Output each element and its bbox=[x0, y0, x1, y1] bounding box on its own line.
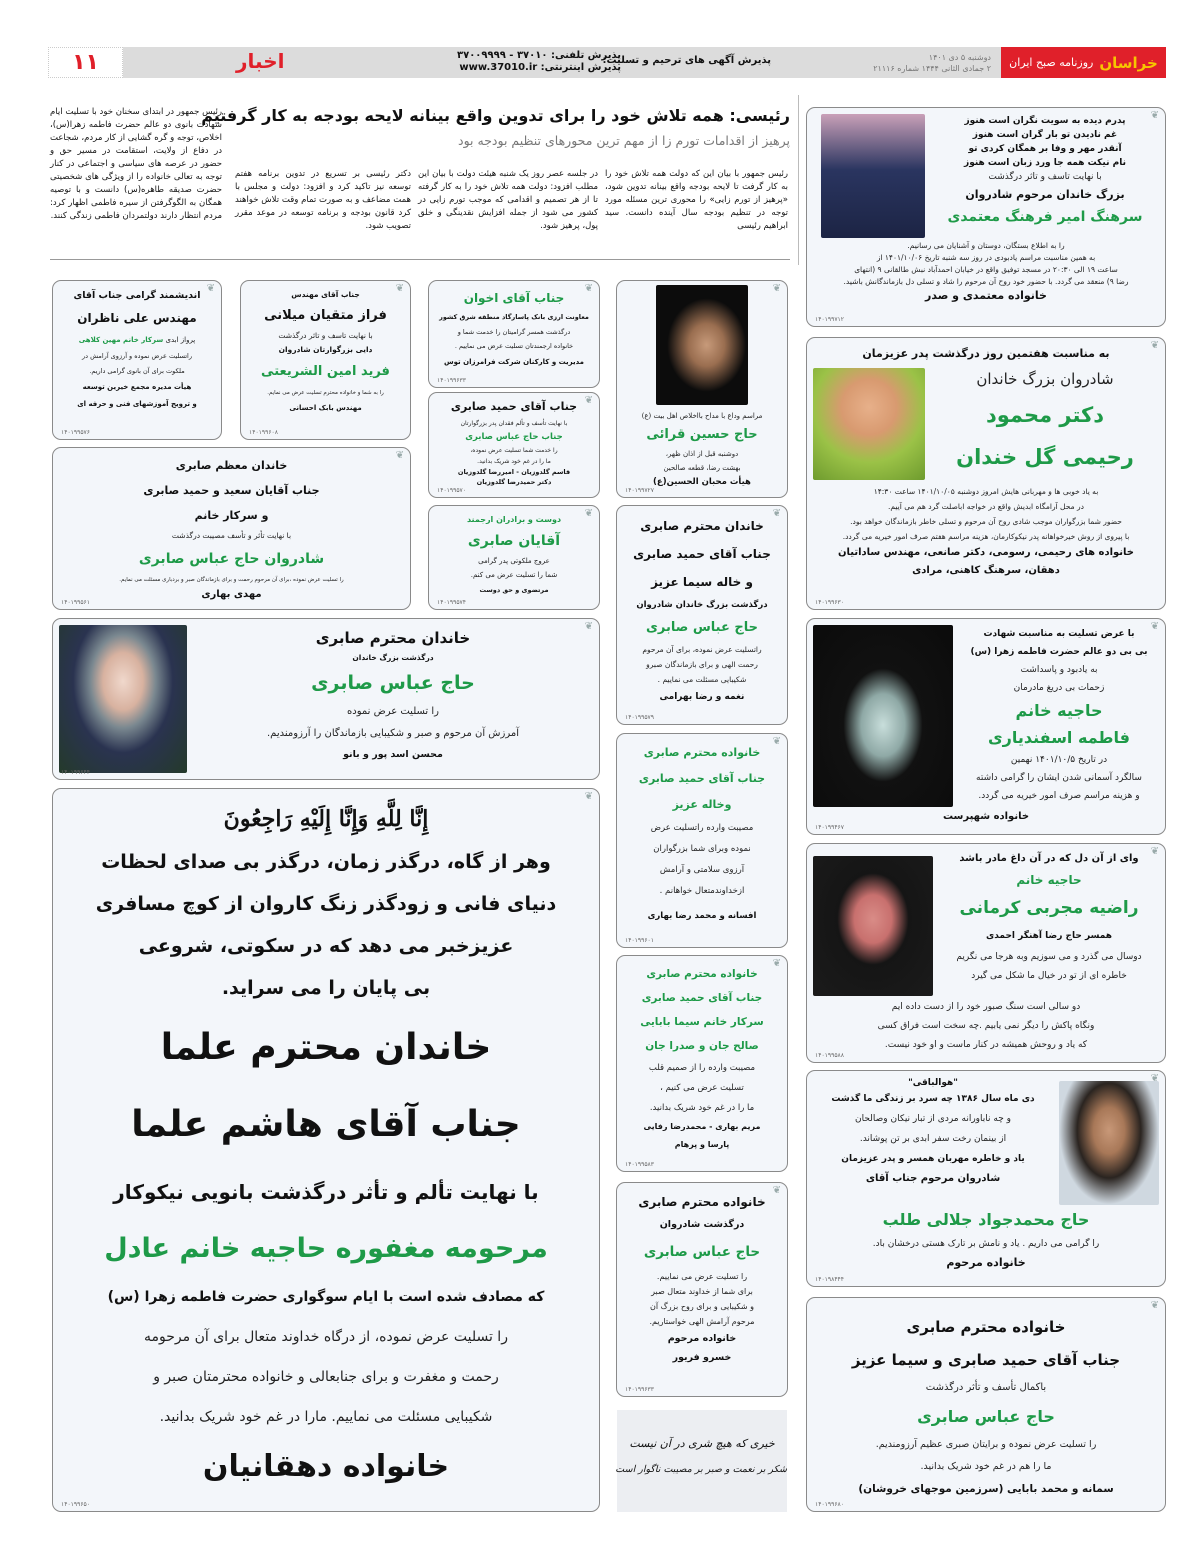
ad-line: ما را در غم خود شریک بدانید. bbox=[649, 1103, 755, 1113]
ad-signature: خانواده مرحوم bbox=[667, 1333, 737, 1344]
article-col-3: دکتر رئیسی بر تسریع در تدوین برنامه هفتم توسعه نیز تاکید کرد و افزود: دولت و مجلس با همت مضاعف و به صورت تمام وقت تلاش خواهند کرد قانون بودجه و برنامه توسعه در موعد مقرر تصویب شود. bbox=[235, 169, 411, 231]
ad-code: ۱۴۰۱۹۹۶۳۳ bbox=[625, 1386, 655, 1393]
ad-line: بهشت رضا، قطعه صالحین bbox=[663, 464, 741, 472]
ad-line: وای از آن دل که در آن داغ مادر باشد bbox=[959, 853, 1139, 864]
ad-line: با نهایت تأثر و تأسف مصیبت درگذشت bbox=[171, 531, 292, 540]
deceased-name: دکتر محمود bbox=[985, 403, 1105, 427]
ad-signature: پارسا و پرهام bbox=[674, 1140, 730, 1149]
ornament-icon: ❦ bbox=[1150, 1073, 1159, 1084]
ad-farivar bbox=[616, 1182, 788, 1397]
ad-line: و خاله سیما عزیز bbox=[651, 575, 753, 589]
ad-line: مراسم وداع با مداح بااخلاص اهل بیت (ع) bbox=[641, 412, 763, 420]
ad-signature: نغمه و رضا بهرامی bbox=[659, 692, 745, 702]
ad-line: در محل آرامگاه ابدیش واقع در خواجه اباصلت گرد هم می آییم. bbox=[888, 502, 1084, 511]
ad-line: بی پایان را می سراید. bbox=[221, 977, 431, 999]
ad-code: ۱۴۰۱۹۸۴۴۴ bbox=[815, 1276, 845, 1283]
deceased-name: شادروان حاج عباس صابری bbox=[138, 551, 325, 567]
ad-code: ۱۴۰۱۹۹۵۷۰ bbox=[437, 487, 467, 494]
ornament-icon: ❦ bbox=[206, 283, 215, 294]
ad-line: مرحوم آرامش الهی خواستاریم. bbox=[649, 1317, 755, 1326]
ad-line: به یاد خوبی ها و مهربانی هایش امروز دوشنبه ۱۴۰۱/۱۰/۰۵ ساعت ۱۴:۳۰ bbox=[873, 487, 1099, 496]
ad-signature: خانواده شهپرست bbox=[942, 811, 1030, 822]
article-col-4: رئیس جمهور در ابتدای سخنان خود با تسلیت ایام شهادت بانوی دو عالم حضرت فاطمه زهرا(س)، اخلاص، توجه و گره گشایی از کار مردم، شجاعت در دفاع از ولایت، استقامت در مسیر حق و حضور در عرصه های سیاسی و اجتماعی در کنار توجه به تعالی خانواده را از ویژگی های شخصیتی حضرت صدیقه طاهره(س) دانست و با توصیه همگان به الگوگرفتن از سیره فاطمی اظهار کرد: مردم انتظار دارند دولتمردان فاطمی زندگی کنند. bbox=[50, 107, 222, 221]
ad-line: صالح جان و صدرا جان bbox=[645, 1040, 759, 1052]
ad-line: با نهایت تاسف و تاثر درگذشت bbox=[278, 331, 373, 340]
ad-line: خاندان محترم صابری bbox=[315, 629, 471, 647]
brand-name: خراسان bbox=[1099, 53, 1158, 72]
deceased-name: حاجیه خانم bbox=[1015, 701, 1103, 720]
website: پذیرش اینترنتی: www.37010.ir bbox=[459, 62, 621, 73]
ad-signature: و ترویج آموزشهای فنی و حرفه ای bbox=[77, 400, 197, 408]
ad-line: آقایان صابری bbox=[467, 533, 561, 549]
ad-line: که یاد و روحش همیشه در کنار ماست و او خود نیست. bbox=[884, 1040, 1088, 1050]
headline: رئیسی: همه تلاش خود را برای تدوین واقع بینانه لایحه بودجه به کار گرفتیم bbox=[201, 106, 790, 125]
ad-line: خانواده محترم صابری bbox=[906, 1318, 1066, 1336]
ad-line: را تسلیت عرض می نماییم. bbox=[656, 1272, 748, 1281]
ad-line: به همین مناسبت مراسم یادبودی در روز سه شنبه تاریخ ۱۴۰۱/۱۰/۰۶ از bbox=[876, 253, 1096, 262]
ad-line: آنقدر مهر و وفا بر همگان کردی تو bbox=[968, 144, 1122, 154]
ad-line: مهندس علی ناظران bbox=[77, 311, 197, 325]
ad-line: ملکوت برای آن بانوی گرامی داریم. bbox=[89, 367, 185, 375]
ad-signature: مدیریت و کارکنان شرکت فرامرزان توس bbox=[443, 358, 585, 366]
ad-signature: مرتضوی و حق دوست bbox=[479, 586, 549, 594]
ad-line: ما را در غم خود شریک بدانید. bbox=[477, 458, 551, 465]
ad-code: ۱۴۰۱۹۹۵۸۸ bbox=[815, 1052, 845, 1059]
ornament-icon: ❦ bbox=[772, 283, 781, 294]
ad-mahdi bbox=[52, 447, 411, 610]
ad-line: را گرامی می داریم . یاد و نامش بر تارک هستی درخشان باد. bbox=[872, 1239, 1100, 1249]
ad-line: شما را تسلیت عرض می کنم. bbox=[470, 571, 558, 579]
deceased-name: فاطمه اسفندیاری bbox=[988, 728, 1130, 747]
ad-line: جناب آقای مهندس bbox=[291, 290, 360, 299]
deceased-name: حاج عباس صابری bbox=[311, 672, 475, 694]
ad-line: را به اطلاع بستگان، دوستان و آشنایان می رسانیم. bbox=[907, 241, 1065, 250]
ad-line: درگذشت همسر گرامیتان را خدمت شما و bbox=[457, 328, 571, 336]
subheadline: پرهیز از اقدامات تورم زا از مهم ترین محورهای تنظیم بودجه بود bbox=[458, 133, 790, 148]
portrait-photo bbox=[59, 625, 187, 773]
ad-nazeran bbox=[52, 280, 222, 440]
ad-line: راتسلیت عرض نموده، برای آن مرحوم bbox=[642, 645, 762, 654]
ad-code: ۱۴۰۱۹۹۶۴۴ bbox=[61, 769, 91, 776]
ornament-icon: ❦ bbox=[395, 283, 404, 294]
ad-line: درگذشت بزرگ خاندان bbox=[352, 653, 434, 662]
divider bbox=[50, 259, 790, 260]
ad-code: ۱۴۰۱۹۹۵۶۱ bbox=[61, 599, 91, 606]
ornament-icon: ❦ bbox=[1150, 1300, 1159, 1311]
ad-line: غم نادیدن تو بار گران است هنوز bbox=[972, 130, 1118, 140]
deceased-name: حاج حسین قرائی bbox=[646, 427, 758, 442]
ad-line: رضا ۹) منعقد می گردد. با حضور خود روح آن مرحوم را شاد و تسلی دل بازماندگانش باشید. bbox=[843, 277, 1129, 286]
ad-akhavan bbox=[428, 280, 600, 388]
ornament-icon: ❦ bbox=[772, 508, 781, 519]
ad-line: خاندان محترم علما bbox=[160, 1027, 492, 1068]
ad-line: که مصادف شده است با ایام سوگواری حضرت فاطمه زهرا (س) bbox=[107, 1289, 545, 1305]
ad-line: نموده وبرای شما بزرگواران bbox=[653, 844, 751, 854]
ad-line: شادروان مرحوم جناب آقای bbox=[865, 1173, 1001, 1184]
ad-maryam bbox=[616, 955, 788, 1172]
ornament-icon: ❦ bbox=[584, 508, 593, 519]
ad-esfandiari bbox=[806, 618, 1166, 835]
page-header bbox=[48, 47, 1166, 78]
ad-line: یاد و خاطره مهربان همسر و پدر عزیزمان bbox=[841, 1154, 1025, 1164]
ad-code: ۱۴۰۱۹۹۵۸۳ bbox=[625, 1161, 655, 1168]
portrait-photo bbox=[1059, 1081, 1159, 1205]
ad-line: به مناسبت هفتمین روز درگذشت پدر عزیزمان bbox=[862, 347, 1110, 360]
ad-line: خاندان محترم صابری bbox=[640, 519, 764, 533]
ornament-icon: ❦ bbox=[584, 283, 593, 294]
ad-line: سالگرد آسمانی شدن ایشان را گرامی داشته bbox=[976, 773, 1142, 783]
ad-line: خاندان معظم صابری bbox=[175, 459, 288, 472]
deceased-name: سرهنگ امیر فرهنگ معتمدی bbox=[947, 209, 1143, 225]
portrait-photo bbox=[821, 114, 925, 238]
issue-date bbox=[873, 52, 991, 74]
ad-code: ۱۴۰۱۹۹۷۱۲ bbox=[815, 316, 845, 323]
ad-line: عزیزخبر می دهد که در سکوتی، شروعی bbox=[138, 935, 514, 957]
ad-code: ۱۴۰۱۹۹۶۸۰ bbox=[815, 1501, 845, 1508]
ad-line: جناب آقای حمید صابری و سیما عزیز bbox=[851, 1351, 1121, 1369]
ad-signature: خانواده مرحوم bbox=[946, 1256, 1026, 1269]
deceased-name: راضیه مجربی کرمانی bbox=[959, 898, 1139, 918]
ad-line: وهر از گاه، درگذر زمان، درگذر بی صدای لحظات bbox=[101, 851, 551, 873]
deceased-name: حاج عباس صابری bbox=[917, 1407, 1055, 1426]
deceased-name: فرید امین الشریعتی bbox=[261, 364, 390, 379]
date-hijri: ۲ جمادی الثانی ۱۴۴۴ شماره ۲۱۱۱۶ bbox=[873, 64, 991, 73]
quran-verse: إِنَّا لِلَّهِ وَإِنَّا إِلَيْهِ رَاجِعُونَ bbox=[223, 806, 429, 832]
ad-signature: افسانه و محمد رضا بهاری bbox=[647, 911, 757, 921]
ad-line: شکیبایی مسئلت می نماییم. مارا در غم خود شریک بدانید. bbox=[159, 1409, 493, 1425]
ad-line: خانواده محترم صابری bbox=[638, 1195, 766, 1209]
ad-code: ۱۴۰۱۹۹۶۰۸ bbox=[249, 429, 279, 436]
portrait-photo bbox=[813, 856, 933, 996]
deceased-name: حاج عباس صابری bbox=[643, 1244, 761, 1260]
ad-golduzian bbox=[428, 392, 600, 498]
ad-signature: محسن اسد پور و بانو bbox=[343, 749, 443, 760]
ad-line: دوشنبه قبل از اذان ظهر، bbox=[665, 450, 739, 458]
ad-line: راتسلیت عرض نموده و آرزوی آرامش در bbox=[82, 352, 192, 360]
phone: پذیرش تلفنی: ۳۷۰۱۰ - ۳۷۰۰۹۹۹۹ bbox=[457, 50, 621, 61]
ad-line: ما را هم در غم خود شریک بدانید. bbox=[920, 1461, 1052, 1472]
brand-sub: روزنامه صبح ایران bbox=[1009, 56, 1094, 69]
ad-milani bbox=[240, 280, 411, 440]
ad-signature: سمانه و محمد بابایی (سرزمین موجهای خروشان) bbox=[858, 1483, 1114, 1495]
ad-line: جناب آقای حمید صابری bbox=[633, 547, 771, 561]
ad-code: ۱۴۰۱۹۹۵۷۹ bbox=[625, 714, 655, 721]
ornament-icon: ❦ bbox=[395, 450, 404, 461]
ad-line: عروج ملکوتی پدر گرامی bbox=[478, 557, 550, 565]
ornament-icon: ❦ bbox=[1150, 110, 1159, 121]
ad-signature: هیأت مدیره مجمع خیرین توسعه bbox=[82, 383, 192, 391]
article-col-1: رئیس جمهور با بیان این که دولت همه تلاش خود را به کار گرفت تا لایحه بودجه واقع بینانه تدوین شود، «پرهیز از تورم زایی» را محوری ترین مسئله مورد توجه در تنظیم بودجه سال آینده دانست. سید ابراهیم رئیسی bbox=[605, 169, 788, 231]
ad-line: و سرکار خانم bbox=[194, 509, 269, 522]
ad-line: را خدمت شما تسلیت عرض نموده، bbox=[470, 447, 558, 454]
ad-line: وخاله عزیز bbox=[672, 798, 732, 811]
deceased-name: سرکار خانم مهین کلاهی bbox=[78, 336, 164, 344]
ad-line: جناب آقای حمید صابری bbox=[450, 400, 578, 413]
ad-line: با پیروی از روش خیرخواهانه پدر نیکوکارمان، هزینه مراسم هفتم صرف امور خیریه می گردد. bbox=[842, 532, 1130, 541]
ad-line: ونگاه پاکش را دیگر نمی یابیم .چه سخت است فراق کسی bbox=[877, 1021, 1095, 1031]
ad-line: مصیبت وارده راتسلیت عرض bbox=[650, 823, 754, 833]
ad-signature: دهقان، سرهنگ کاهنی، مرادی bbox=[912, 565, 1060, 576]
ad-line: معاونت ارزی بانک پاسارگاد منطقه شرق کشور bbox=[439, 313, 589, 321]
ad-line: ساعت ۱۹ الی ۲۰:۳۰ در مسجد توفیق واقع در خیابان احمدآباد نبش طالقانی ۹ (انتهای bbox=[854, 265, 1118, 274]
ad-line: حاجیه خانم bbox=[1016, 873, 1082, 887]
ad-line: خانواده محترم صابری bbox=[646, 968, 758, 980]
quote-line: شکر بر نعمت و صبر بر مصیبت ناگوار است bbox=[615, 1464, 787, 1475]
ad-line: ازخداوندمتعال خواهانم . bbox=[659, 886, 745, 896]
ad-line: در تاریخ ۱۴۰۱/۱۰/۵ نهمین bbox=[1010, 755, 1108, 765]
ad-line: و شکیبایی و برای روح بزرگ آن bbox=[649, 1302, 755, 1311]
ad-code: ۱۴۰۱۹۹۶۳۳ bbox=[437, 377, 467, 384]
ad-code: ۱۴۰۱۹۹۶۵۰ bbox=[61, 1501, 91, 1508]
ad-code: ۱۴۰۱۹۹۴۶۷ bbox=[815, 824, 845, 831]
ad-line: دایی بزرگوارتان شادروان bbox=[278, 345, 373, 354]
article-col-2: در جلسه عصر روز یک شنبه هیئت دولت با بیان این مطلب افزود: دولت همه تلاش خود را به کار گرفته تا از هر تصمیم و اقدامی که موجب تورم زایی در کشور می شود از جمله افزایش نقدینگی و خلق پول، پرهیز شود. bbox=[418, 169, 598, 231]
ad-line: خاطره ای از تو در خیال ما شکل می گیرد bbox=[971, 971, 1127, 981]
date-gregorian: دوشنبه ۵ دی ۱۴۰۱ bbox=[928, 53, 991, 62]
ad-code: ۱۴۰۱۹۹۶۰۱ bbox=[625, 937, 655, 944]
ad-signature: قاسم گلدوزیان - امیررضا گلدوزیان bbox=[457, 468, 571, 476]
ornament-icon: ❦ bbox=[584, 791, 593, 802]
ad-code: ۱۴۰۱۹۹۶۳۰ bbox=[815, 599, 845, 606]
ad-line: جناب آقای حمید صابری bbox=[641, 992, 763, 1004]
deceased-name: حاج محمدجواد جلالی طلب bbox=[882, 1210, 1090, 1229]
ad-line: را تسلیت عرض نموده bbox=[347, 706, 439, 717]
ad-signature: دکتر حمیدرضا گلدوزیان bbox=[476, 478, 552, 486]
newspaper-logo bbox=[1001, 47, 1166, 78]
ad-line: به یادبود و پاسداشت bbox=[1020, 665, 1098, 675]
ad-line: را تسلیت عرض نموده ،برای آن مرحوم رحمت و برای بازماندگان صبر و بردباری مسئلت می نمایم. bbox=[119, 577, 344, 583]
portrait-photo bbox=[656, 285, 748, 405]
ad-line: همسر حاج رضا آهنگر احمدی bbox=[985, 931, 1113, 941]
ad-line: خانواده ارجمندتان تسلیت عرض می نماییم . bbox=[454, 342, 574, 350]
ad-line: سرکار خانم سیما بابایی bbox=[640, 1016, 764, 1028]
ad-code: ۱۴۰۱۹۹۵۷۶ bbox=[61, 429, 91, 436]
page-number: ۱۱ bbox=[48, 47, 123, 78]
ad-line: دنیای فانی و زودگذر زنگ کاروان از کوچ مسافری bbox=[95, 893, 557, 915]
ad-line: را تسلیت عرض نموده، از درگاه خداوند متعال برای آن مرحومه bbox=[144, 1329, 508, 1345]
ornament-icon: ❦ bbox=[772, 1185, 781, 1196]
ad-line: پرواز ابدی bbox=[165, 336, 196, 344]
ad-line: با نهایت تألم و تأثر درگذشت بانویی نیکوکار bbox=[113, 1180, 539, 1204]
ad-line: دوست و برادران ارجمند bbox=[466, 515, 562, 524]
ornament-icon: ❦ bbox=[584, 395, 593, 406]
ad-line: جناب آقای اخوان bbox=[463, 291, 565, 305]
portrait-photo bbox=[813, 368, 925, 480]
ad-line: دی ماه سال ۱۳۸۶ چه سرد بر زندگی ما گذشت bbox=[831, 1094, 1035, 1104]
ad-line: پدرم دیده به سویت نگران است هنوز bbox=[964, 116, 1126, 126]
ad-line: آمرزش آن مرحوم و صبر و شکیبایی بازماندگان را آرزومندیم. bbox=[267, 728, 519, 739]
ad-line: رحمت الهی و برای بازماندگان صبرو bbox=[646, 660, 758, 669]
ad-line: اندیشمند گرامی جناب آقای bbox=[73, 290, 201, 301]
ad-motamedi bbox=[806, 107, 1166, 327]
ad-line: و هزینه مراسم صرف امور خیریه می گردد. bbox=[978, 791, 1140, 801]
ad-line: با عرض تسلیت به مناسبت شهادت bbox=[983, 629, 1135, 639]
deceased-name: مرحومه مغفوره حاجیه خانم عادل bbox=[104, 1233, 548, 1264]
ad-line: جناب آقای حمید صابری bbox=[638, 772, 766, 785]
ad-asadpour bbox=[52, 618, 600, 780]
ornament-icon: ❦ bbox=[1150, 340, 1159, 351]
ad-line: برای شما از خداوند متعال صبر bbox=[651, 1287, 753, 1296]
calligraphy-quote bbox=[617, 1410, 787, 1512]
ad-line: و چه ناباورانه مردی از تبار نیکان وصالحان bbox=[855, 1114, 1011, 1124]
ad-line: تسلیت عرض می کنیم ، bbox=[660, 1083, 744, 1093]
ornament-icon: ❦ bbox=[772, 958, 781, 969]
ornament-icon: ❦ bbox=[1150, 846, 1159, 857]
ad-rahimi bbox=[806, 337, 1166, 610]
ad-code: ۱۴۰۱۹۹۵۷۴ bbox=[437, 599, 467, 606]
ad-line: رحمت و مغفرت و برای جنابعالی و خانواده محترمتان صبر و bbox=[153, 1369, 499, 1385]
ad-line: "هوالباقی" bbox=[908, 1078, 958, 1088]
ad-signature: مریم بهاری - محمدرضا رفایی bbox=[643, 1122, 761, 1131]
ad-haghdoost bbox=[428, 505, 600, 610]
ad-line: زحمات بی دریغ مادرمان bbox=[1013, 683, 1105, 693]
ad-signature: خانواده دهقانیان bbox=[202, 1449, 450, 1484]
ad-bahrami bbox=[616, 505, 788, 725]
ad-signature: مهندس بابک احسانی bbox=[289, 404, 362, 412]
ad-line: را به شما و خانواده محترم تسلیت عرض می نمایم. bbox=[267, 390, 384, 396]
ad-line: خانواده محترم صابری bbox=[643, 746, 761, 759]
ad-line: مصیبت وارده را از صمیم قلب bbox=[648, 1063, 756, 1073]
ad-line: با نهایت تاسف و تاثر درگذشت bbox=[988, 172, 1102, 182]
ad-signature: خانواده های رحیمی، رسومی، دکتر صانعی، مهندس ساداتیان bbox=[837, 547, 1134, 558]
ornament-icon: ❦ bbox=[584, 621, 593, 632]
portrait-photo bbox=[813, 625, 953, 807]
deceased-name: جناب حاج عباس صابری bbox=[465, 432, 563, 442]
ad-qaraei bbox=[616, 280, 788, 498]
ad-line: دو سالی است سنگ صبور خود را از دست داده ایم bbox=[891, 1002, 1081, 1012]
ad-line: درگذشت بزرگ خاندان شادروان bbox=[636, 600, 768, 610]
ad-signature: هیأت محبان الحسین(ع) bbox=[653, 477, 751, 487]
ad-line: را تسلیت عرض نموده و برایتان صبری عظیم آرزومندیم. bbox=[875, 1439, 1097, 1450]
ad-jalali bbox=[806, 1070, 1166, 1287]
ad-line: نام نیکت همه جا ورد زبان است هنوز bbox=[964, 158, 1126, 168]
ad-line: دوسال می گذرد و می سوزیم وبه هرجا می نگریم bbox=[956, 952, 1142, 962]
ad-line: بزرگ خاندان مرحوم شادروان bbox=[965, 188, 1125, 201]
ad-line: از بینمان رخت سفر ابدی بر تن پوشاند. bbox=[859, 1134, 1007, 1144]
ads-label: پذیرش آگهی های ترحیم و تسلیت: bbox=[602, 55, 771, 66]
ad-line: شادروان بزرگ خاندان bbox=[976, 370, 1114, 388]
ornament-icon: ❦ bbox=[1150, 621, 1159, 632]
ad-line: آرزوی سلامتی و آرامش bbox=[659, 865, 745, 875]
ad-babaei bbox=[806, 1297, 1166, 1512]
ad-code: ۱۴۰۱۹۹۷۲۷ bbox=[625, 487, 655, 494]
deceased-name: رحیمی گل خندان bbox=[956, 445, 1134, 469]
ad-signature: خسرو فریور bbox=[672, 1352, 732, 1363]
ad-line: حضور شما بزرگواران موجب شادی روح آن مرحوم و تسلی خاطر بازماندگان خواهد بود. bbox=[850, 517, 1122, 526]
ad-signature: مهدی بهاری bbox=[201, 589, 262, 600]
ad-line: بی بی دو عالم حضرت فاطمه زهرا (س) bbox=[970, 647, 1148, 657]
ornament-icon: ❦ bbox=[772, 736, 781, 747]
news-article bbox=[201, 106, 790, 148]
divider bbox=[798, 95, 799, 265]
ad-kermani bbox=[806, 843, 1166, 1063]
ad-afsaneh bbox=[616, 733, 788, 948]
ad-line: باکمال تأسف و تأثر درگذشت bbox=[925, 1382, 1047, 1393]
deceased-name: حاج عباس صابری bbox=[645, 620, 758, 635]
ad-signature: خانواده معتمدی و صدر bbox=[925, 289, 1047, 302]
ad-line: شکیبایی مسئلت می نماییم . bbox=[657, 675, 747, 684]
ad-line: با نهایت تأسف و تألم فقدان پدر بزرگوارتان bbox=[460, 420, 568, 427]
contact-info bbox=[457, 50, 621, 74]
section-title: اخبار bbox=[236, 49, 285, 73]
ad-line: فراز متقیان میلانی bbox=[264, 308, 387, 323]
ad-line: درگذشت شادروان bbox=[659, 1219, 745, 1230]
ad-dehghanian bbox=[52, 788, 600, 1512]
ad-line: جناب آقایان سعید و حمید صابری bbox=[143, 484, 320, 497]
ad-line: جناب آقای هاشم علما bbox=[131, 1104, 521, 1145]
quote-line: خیری که هیچ شری در آن نیست bbox=[629, 1437, 775, 1450]
